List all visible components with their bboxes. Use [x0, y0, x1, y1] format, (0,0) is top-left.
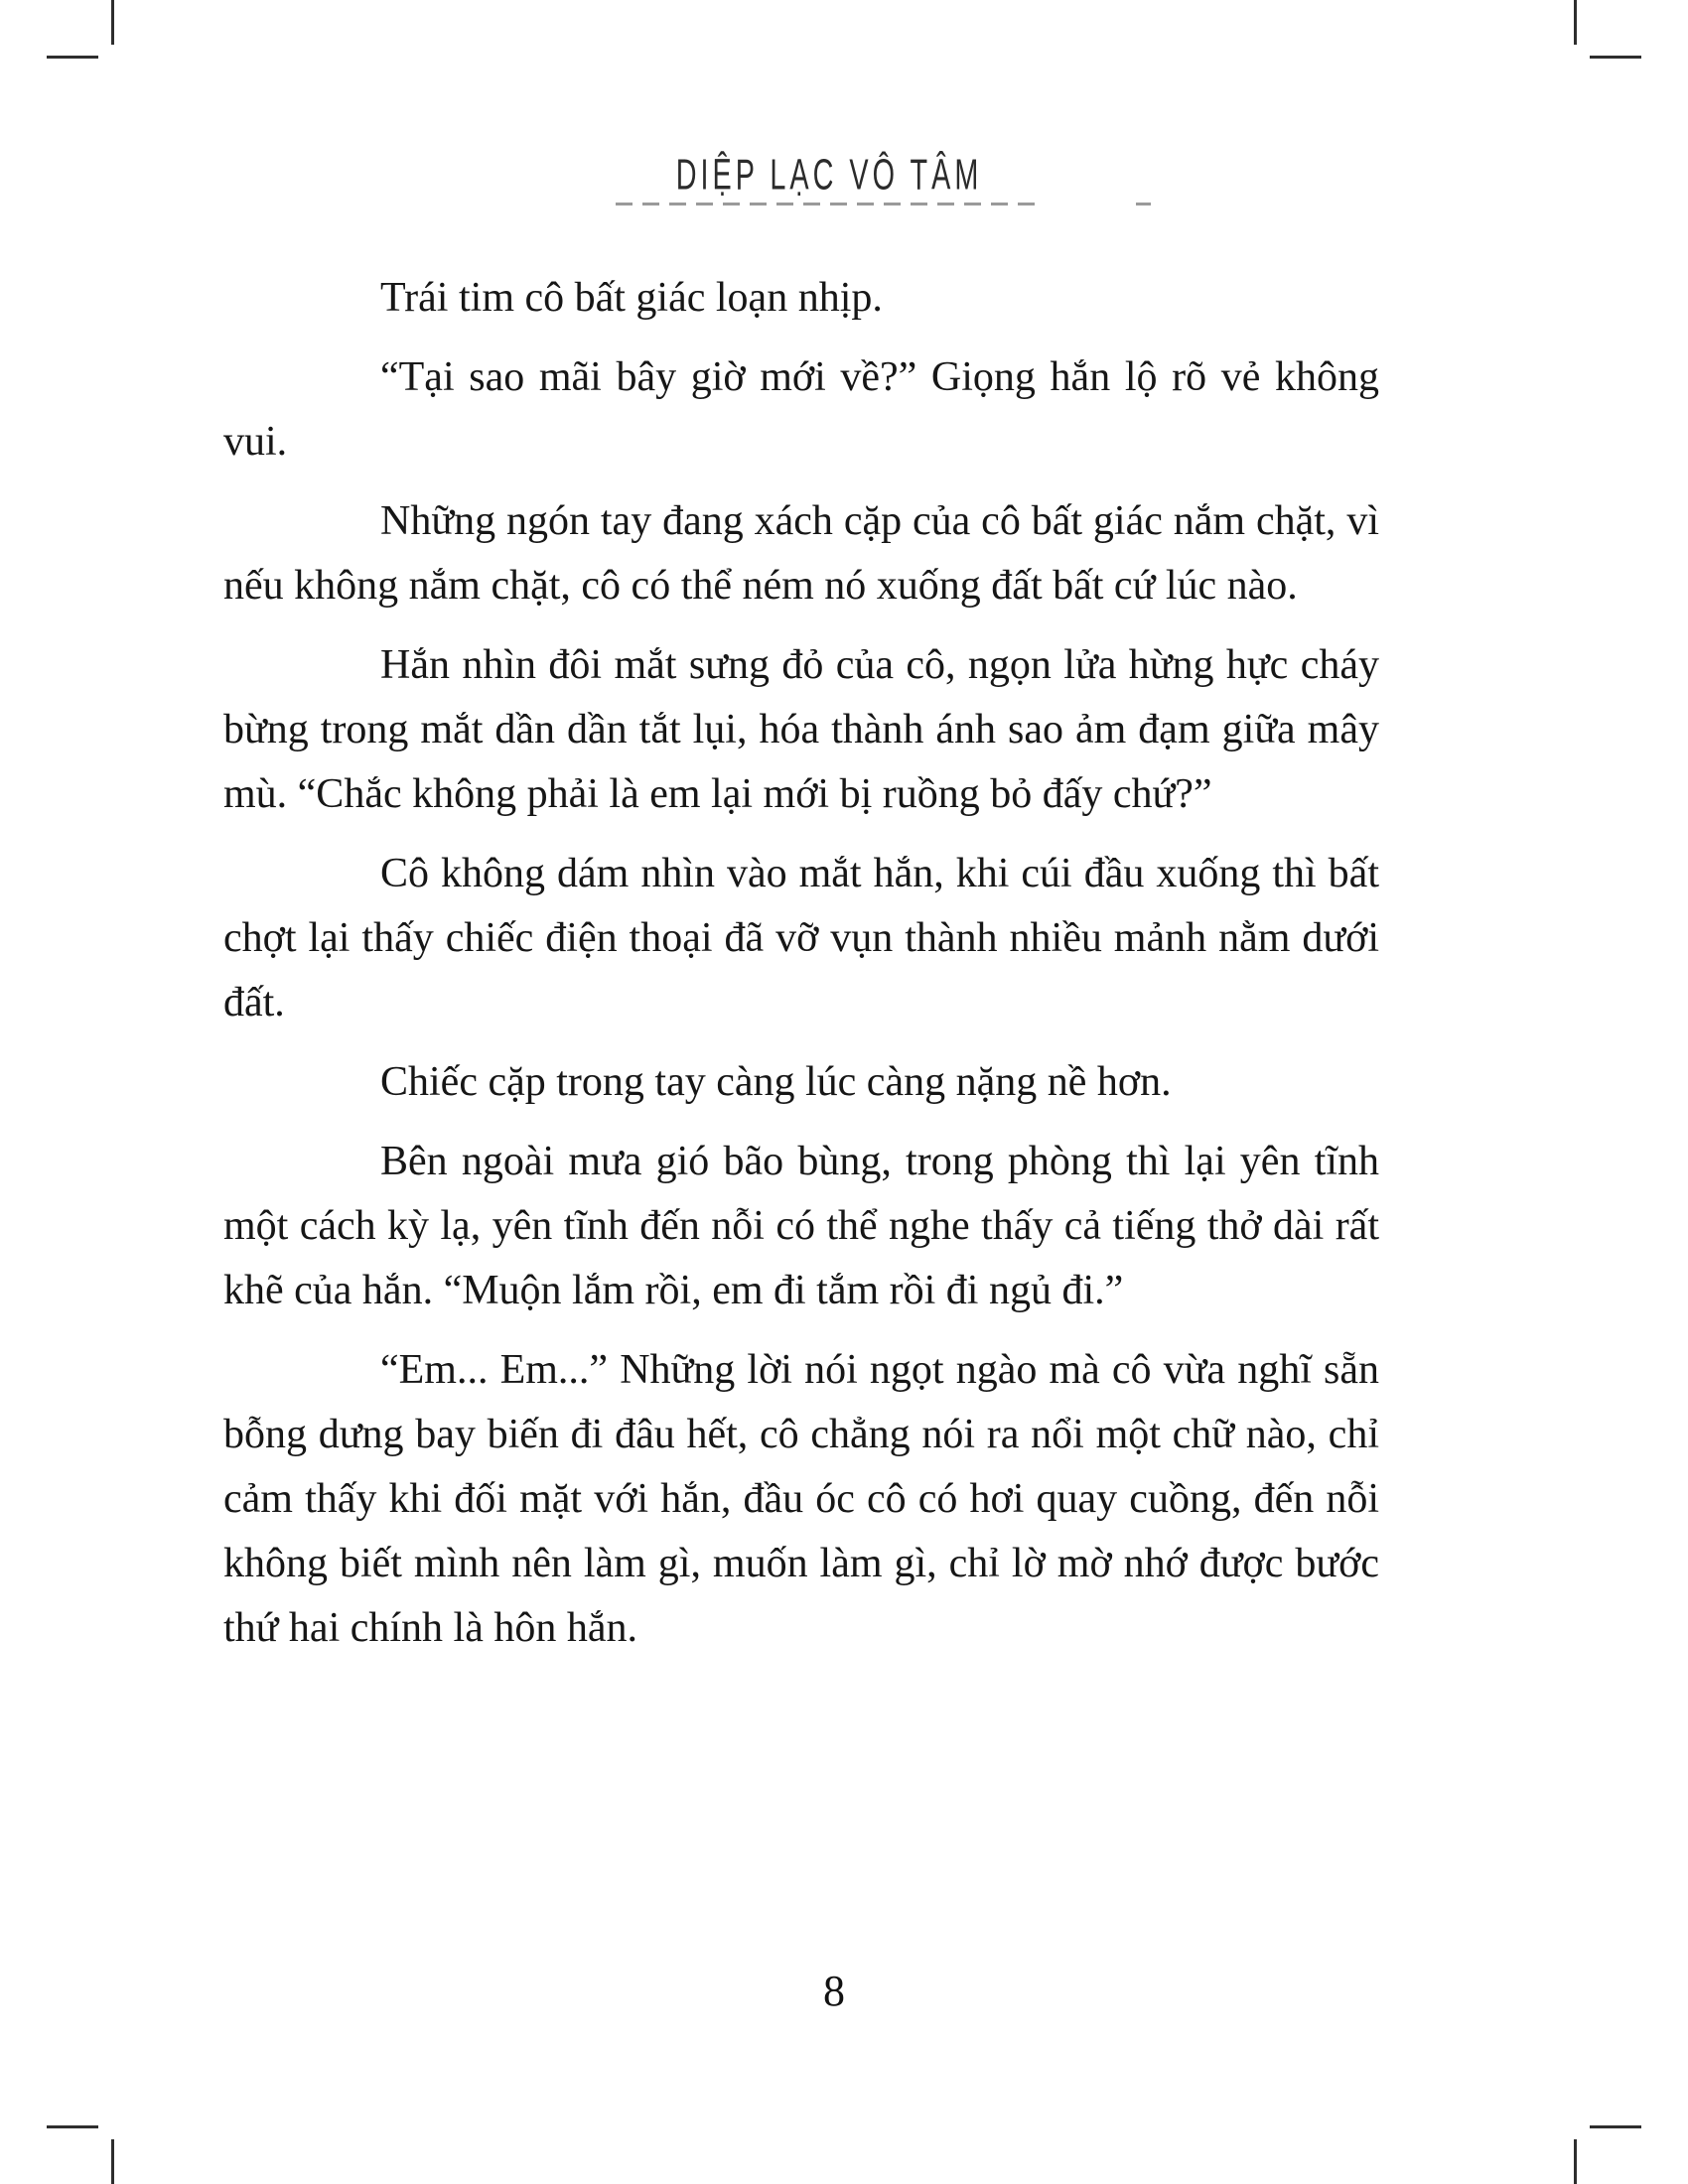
paragraph: Bên ngoài mưa gió bão bùng, trong phòng thì lại yên tĩnh một cách kỳ lạ, yên tĩnh đến nỗi có thể nghe thấy cả tiếng thở dài rất khẽ của hắn. “Muộn lắm rồi, em đi tắm rồi đi ngủ đi.” — [223, 1139, 1379, 1313]
crop-mark-bottom-left-vertical — [111, 2139, 114, 2184]
crop-mark-bottom-right-vertical — [1574, 2139, 1577, 2184]
crop-mark-top-right-vertical — [1574, 0, 1577, 45]
body-text-block — [223, 266, 1379, 1676]
running-header-title: DIỆP LẠC VÔ TÂM — [675, 149, 983, 200]
header-dashed-rule — [616, 203, 1037, 205]
page-number: 8 — [823, 1967, 845, 2015]
paragraph: “Em... Em...” Những lời nói ngọt ngào mà cô vừa nghĩ sẵn bỗng dưng bay biến đi đâu hết, cô chẳng nói ra nổi một chữ nào, chỉ cảm thấy khi đối mặt với hắn, đầu óc cô có hơi quay cuồng, đến nỗi không biết mình nên làm gì, muốn làm gì, chỉ lờ mờ nhớ được bước thứ hai chính là hôn hắn. — [223, 1347, 1379, 1651]
paragraph: Chiếc cặp trong tay càng lúc càng nặng nề hơn. — [380, 1059, 1172, 1105]
crop-mark-top-right-horizontal — [1590, 56, 1641, 59]
paragraph: Những ngón tay đang xách cặp của cô bất giác nắm chặt, vì nếu không nắm chặt, cô có thể ném nó xuống đất bất cứ lúc nào. — [223, 498, 1379, 609]
crop-mark-bottom-left-horizontal — [47, 2125, 98, 2128]
paragraph: “Tại sao mãi bây giờ mới về?” Giọng hắn lộ rõ vẻ không vui. — [223, 354, 1379, 465]
paragraph: Trái tim cô bất giác loạn nhịp. — [380, 275, 883, 321]
header-dashed-rule-tail — [1136, 203, 1151, 205]
crop-mark-bottom-right-horizontal — [1590, 2125, 1641, 2128]
crop-mark-top-left-horizontal — [47, 56, 98, 59]
crop-mark-top-left-vertical — [111, 0, 114, 45]
paragraph: Hắn nhìn đôi mắt sưng đỏ của cô, ngọn lửa hừng hực cháy bừng trong mắt dần dần tắt lụi, hóa thành ánh sao ảm đạm giữa mây mù. “Chắc không phải là em lại mới bị ruồng bỏ đấy chứ?” — [223, 642, 1379, 817]
paragraph: Cô không dám nhìn vào mắt hắn, khi cúi đầu xuống thì bất chợt lại thấy chiếc điện thoại đã vỡ vụn thành nhiều mảnh nằm dưới đất. — [223, 851, 1379, 1025]
